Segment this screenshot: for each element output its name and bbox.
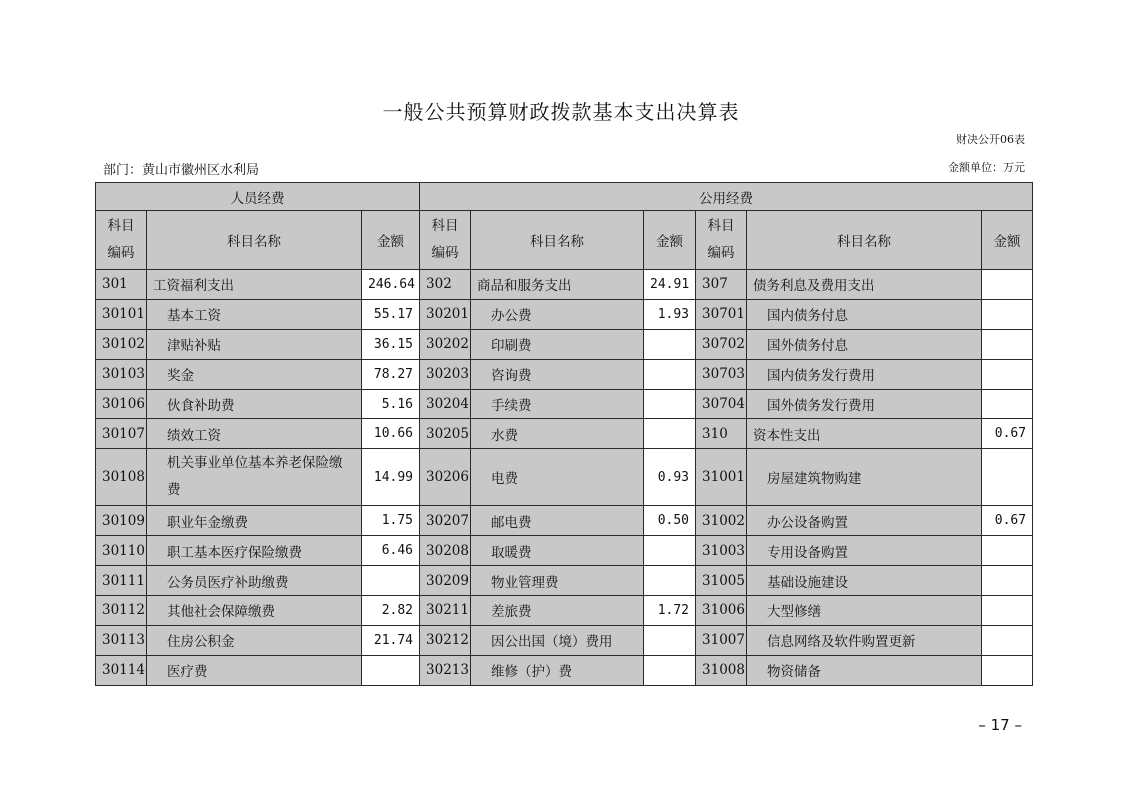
goods-services-name-cell: 取暖费 xyxy=(471,536,644,566)
goods-services-amount-cell xyxy=(644,655,696,685)
department-label: 部门：黄山市徽州区水利局 xyxy=(103,163,260,178)
capital-code-cell: 30702 xyxy=(696,329,747,359)
goods-services-code-cell: 30205 xyxy=(420,419,471,449)
personnel-code-cell: 30102 xyxy=(96,329,147,359)
goods-services-code-cell: 30202 xyxy=(420,329,471,359)
personnel-amount-cell: 14.99 xyxy=(362,449,420,506)
goods-services-name-cell: 因公出国（境）费用 xyxy=(471,625,644,655)
capital-code-cell: 30701 xyxy=(696,299,747,329)
public-expense-header: 公用经费 xyxy=(420,183,1033,211)
table-row xyxy=(96,419,1033,449)
expenditure-table xyxy=(95,182,1033,686)
personnel-name-cell: 津贴补贴 xyxy=(147,329,362,359)
personnel-code-cell: 30112 xyxy=(96,596,147,626)
personnel-amount-cell: 55.17 xyxy=(362,299,420,329)
code-header-line2: 编码 xyxy=(107,245,135,261)
capital-code-cell: 31001 xyxy=(696,449,747,506)
goods-services-name-cell: 印刷费 xyxy=(471,329,644,359)
goods-services-amount-cell xyxy=(644,419,696,449)
form-number: 财决公开06表 xyxy=(956,133,1025,146)
capital-name-cell: 基础设施建设 xyxy=(747,566,982,596)
table-row xyxy=(96,329,1033,359)
personnel-name-cell: 绩效工资 xyxy=(147,419,362,449)
personnel-name-cell: 奖金 xyxy=(147,359,362,389)
table-row xyxy=(96,389,1033,419)
goods-services-amount-cell xyxy=(644,359,696,389)
capital-name-cell: 大型修缮 xyxy=(747,596,982,626)
personnel-name-cell: 医疗费 xyxy=(147,655,362,685)
goods-services-code-cell: 30206 xyxy=(420,449,471,506)
capital-name-cell: 物资储备 xyxy=(747,655,982,685)
personnel-amount-cell: 2.82 xyxy=(362,596,420,626)
goods-services-code-cell: 30201 xyxy=(420,299,471,329)
amount-header: 金额 xyxy=(362,211,420,270)
personnel-name-cell: 公务员医疗补助缴费 xyxy=(147,566,362,596)
personnel-amount-cell: 36.15 xyxy=(362,329,420,359)
capital-name-cell: 专用设备购置 xyxy=(747,536,982,566)
capital-code-cell: 310 xyxy=(696,419,747,449)
goods-services-code-cell: 30203 xyxy=(420,359,471,389)
capital-code-cell: 31006 xyxy=(696,596,747,626)
personnel-amount-cell: 78.27 xyxy=(362,359,420,389)
goods-services-code-cell: 30204 xyxy=(420,389,471,419)
goods-services-name-cell: 水费 xyxy=(471,419,644,449)
amount-header: 金额 xyxy=(982,211,1033,270)
code-header xyxy=(96,211,147,270)
personnel-code-cell: 30108 xyxy=(96,449,147,506)
capital-amount-cell xyxy=(982,270,1033,300)
table-row xyxy=(96,359,1033,389)
capital-amount-cell xyxy=(982,449,1033,506)
personnel-name-cell: 工资福利支出 xyxy=(147,270,362,300)
capital-code-cell: 30704 xyxy=(696,389,747,419)
goods-services-code-cell: 30213 xyxy=(420,655,471,685)
capital-name-cell: 房屋建筑物购建 xyxy=(747,449,982,506)
personnel-name-cell: 住房公积金 xyxy=(147,625,362,655)
personnel-amount-cell: 1.75 xyxy=(362,506,420,536)
personnel-amount-cell xyxy=(362,655,420,685)
goods-services-amount-cell: 24.91 xyxy=(644,270,696,300)
capital-amount-cell xyxy=(982,329,1033,359)
personnel-amount-cell: 6.46 xyxy=(362,536,420,566)
capital-name-cell: 债务利息及费用支出 xyxy=(747,270,982,300)
code-header-line1: 科目 xyxy=(431,218,459,234)
name-header: 科目名称 xyxy=(747,211,982,270)
amount-unit-label: 金额单位：万元 xyxy=(948,161,1025,174)
column-header-row xyxy=(96,211,1033,270)
personnel-code-cell: 30109 xyxy=(96,506,147,536)
goods-services-amount-cell: 1.93 xyxy=(644,299,696,329)
personnel-amount-cell: 10.66 xyxy=(362,419,420,449)
goods-services-amount-cell xyxy=(644,329,696,359)
personnel-amount-cell: 21.74 xyxy=(362,625,420,655)
table-row xyxy=(96,596,1033,626)
goods-services-code-cell: 30212 xyxy=(420,625,471,655)
capital-name-cell: 办公设备购置 xyxy=(747,506,982,536)
personnel-amount-cell: 5.16 xyxy=(362,389,420,419)
personnel-name-cell: 职业年金缴费 xyxy=(147,506,362,536)
goods-services-code-cell: 30209 xyxy=(420,566,471,596)
personnel-expense-header: 人员经费 xyxy=(96,183,420,211)
capital-amount-cell: 0.67 xyxy=(982,419,1033,449)
goods-services-code-cell: 30207 xyxy=(420,506,471,536)
personnel-name-cell: 职工基本医疗保险缴费 xyxy=(147,536,362,566)
goods-services-name-cell: 手续费 xyxy=(471,389,644,419)
capital-amount-cell xyxy=(982,299,1033,329)
personnel-code-cell: 30113 xyxy=(96,625,147,655)
table-row xyxy=(96,270,1033,300)
personnel-amount-cell xyxy=(362,566,420,596)
capital-amount-cell xyxy=(982,625,1033,655)
table-row xyxy=(96,566,1033,596)
personnel-name-cell: 其他社会保障缴费 xyxy=(147,596,362,626)
personnel-code-cell: 30103 xyxy=(96,359,147,389)
goods-services-name-cell: 邮电费 xyxy=(471,506,644,536)
table-row xyxy=(96,655,1033,685)
table-row xyxy=(96,449,1033,506)
goods-services-code-cell: 30208 xyxy=(420,536,471,566)
capital-code-cell: 31008 xyxy=(696,655,747,685)
code-header-line1: 科目 xyxy=(707,218,735,234)
personnel-name-cell: 伙食补助费 xyxy=(147,389,362,419)
name-header: 科目名称 xyxy=(471,211,644,270)
capital-name-cell: 国内债务发行费用 xyxy=(747,359,982,389)
capital-amount-cell xyxy=(982,596,1033,626)
code-header-line2: 编码 xyxy=(431,245,459,261)
goods-services-amount-cell: 0.93 xyxy=(644,449,696,506)
goods-services-name-cell: 办公费 xyxy=(471,299,644,329)
capital-code-cell: 30703 xyxy=(696,359,747,389)
goods-services-amount-cell xyxy=(644,536,696,566)
code-header xyxy=(696,211,747,270)
capital-code-cell: 31003 xyxy=(696,536,747,566)
goods-services-amount-cell xyxy=(644,625,696,655)
goods-services-name-cell: 物业管理费 xyxy=(471,566,644,596)
goods-services-name-cell: 维修（护）费 xyxy=(471,655,644,685)
capital-amount-cell xyxy=(982,389,1033,419)
personnel-name-cell: 基本工资 xyxy=(147,299,362,329)
capital-amount-cell xyxy=(982,536,1033,566)
personnel-amount-cell: 246.64 xyxy=(362,270,420,300)
name-header: 科目名称 xyxy=(147,211,362,270)
group-header-row xyxy=(96,183,1033,211)
capital-code-cell: 31007 xyxy=(696,625,747,655)
table-row xyxy=(96,299,1033,329)
capital-amount-cell xyxy=(982,566,1033,596)
goods-services-amount-cell xyxy=(644,566,696,596)
goods-services-amount-cell: 0.50 xyxy=(644,506,696,536)
goods-services-code-cell: 302 xyxy=(420,270,471,300)
goods-services-amount-cell: 1.72 xyxy=(644,596,696,626)
goods-services-name-cell: 咨询费 xyxy=(471,359,644,389)
capital-name-cell: 国内债务付息 xyxy=(747,299,982,329)
personnel-code-cell: 30106 xyxy=(96,389,147,419)
table-row xyxy=(96,536,1033,566)
personnel-code-cell: 301 xyxy=(96,270,147,300)
code-header xyxy=(420,211,471,270)
goods-services-name-cell: 电费 xyxy=(471,449,644,506)
table-row xyxy=(96,506,1033,536)
personnel-code-cell: 30101 xyxy=(96,299,147,329)
amount-header: 金额 xyxy=(644,211,696,270)
personnel-code-cell: 30110 xyxy=(96,536,147,566)
code-header-line1: 科目 xyxy=(107,218,135,234)
personnel-code-cell: 30111 xyxy=(96,566,147,596)
page-title: 一般公共预算财政拨款基本支出决算表 xyxy=(382,100,740,124)
capital-name-cell: 国外债务发行费用 xyxy=(747,389,982,419)
capital-amount-cell xyxy=(982,655,1033,685)
capital-code-cell: 31005 xyxy=(696,566,747,596)
table-row xyxy=(96,625,1033,655)
personnel-code-cell: 30107 xyxy=(96,419,147,449)
capital-code-cell: 31002 xyxy=(696,506,747,536)
goods-services-name-cell: 商品和服务支出 xyxy=(471,270,644,300)
goods-services-code-cell: 30211 xyxy=(420,596,471,626)
capital-name-cell: 信息网络及软件购置更新 xyxy=(747,625,982,655)
goods-services-name-cell: 差旅费 xyxy=(471,596,644,626)
goods-services-amount-cell xyxy=(644,389,696,419)
personnel-code-cell: 30114 xyxy=(96,655,147,685)
page-number: – 17 – xyxy=(978,716,1022,734)
personnel-name-cell: 机关事业单位基本养老保险缴费 xyxy=(147,449,362,506)
capital-amount-cell: 0.67 xyxy=(982,506,1033,536)
capital-code-cell: 307 xyxy=(696,270,747,300)
capital-amount-cell xyxy=(982,359,1033,389)
capital-name-cell: 资本性支出 xyxy=(747,419,982,449)
capital-name-cell: 国外债务付息 xyxy=(747,329,982,359)
code-header-line2: 编码 xyxy=(707,245,735,261)
